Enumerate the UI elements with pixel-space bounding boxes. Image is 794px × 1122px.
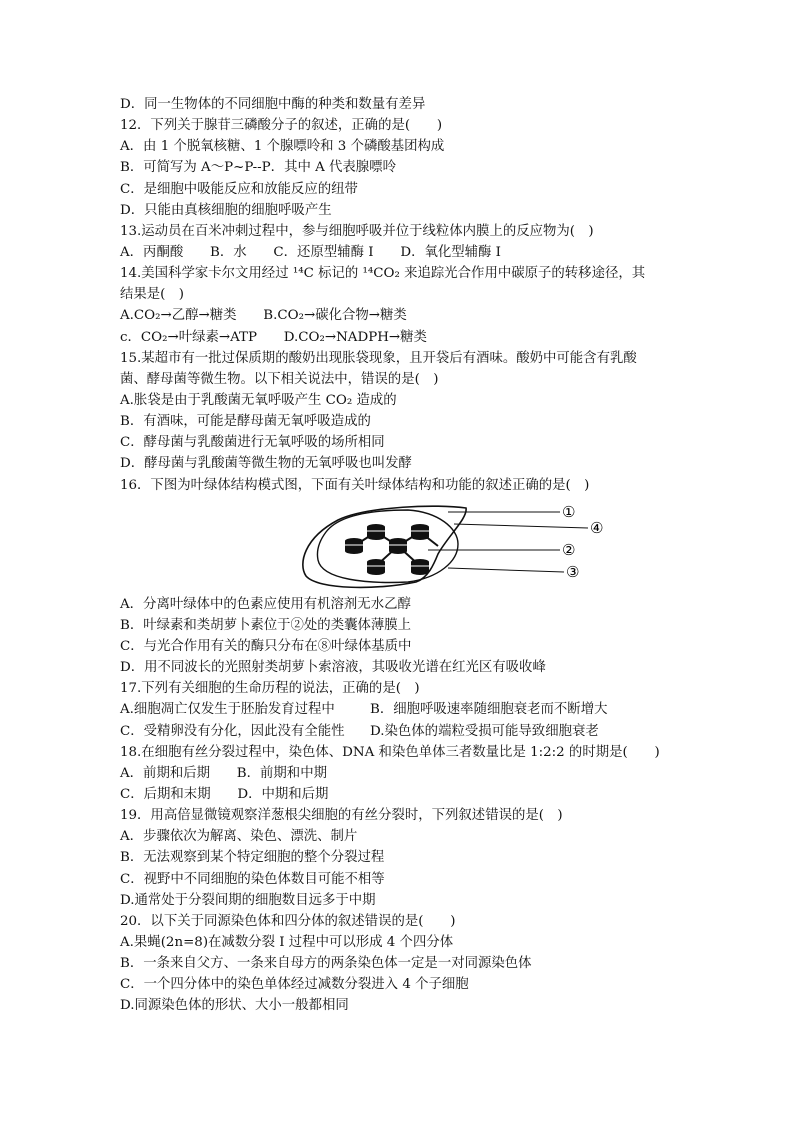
q12-option-b: B．可简写为 A～P~P--P．其中 A 代表腺嘌呤 (120, 160, 396, 176)
q14-stem-line1: 14.美国科学家卡尔文用经过 ¹⁴C 标记的 ¹⁴CO₂ 来追踪光合作用中碳原子的转移途径，其 (120, 266, 646, 282)
q17-option-a: A.细胞凋亡仅发生于胚胎发育过程中 (120, 702, 335, 718)
q15-stem-line1: 15.某超市有一批过保质期的酸奶出现胀袋现象，且开袋后有酒味。酸奶中可能含有乳酸 (120, 350, 637, 366)
q15-option-b: B．有酒味，可能是酵母菌无氧呼吸造成的 (120, 414, 371, 430)
q14-options-ab: A.CO₂→乙醇→糖类 B.CO₂→碳化合物→糖类 (120, 308, 407, 324)
q20-option-d: D.同源染色体的形状、大小一般都相同 (120, 998, 349, 1014)
q16-option-a: A．分离叶绿体中的色素应使用有机溶剂无水乙醇 (120, 596, 411, 612)
grana-stacks (345, 524, 429, 575)
q12-option-d: D．只能由真核细胞的细胞呼吸产生 (120, 202, 332, 218)
granum (411, 524, 429, 540)
q17-options-ab (120, 699, 680, 720)
question-text-column (120, 94, 680, 1016)
q17-option-d: D.染色体的端粒受损可能导致细胞衰老 (370, 723, 599, 739)
chloroplast-outer-membrane (303, 506, 466, 587)
q14-stem-line2: 结果是( ) (120, 287, 185, 303)
q15-option-c: C．酵母菌与乳酸菌进行无氧呼吸的场所相同 (120, 435, 385, 451)
label-4: ④ (590, 518, 604, 537)
granum (389, 538, 407, 554)
label-3: ③ (566, 562, 580, 581)
q12-option-a: A．由 1 个脱氧核糖、1 个腺嘌呤和 3 个磷酸基团构成 (120, 139, 445, 155)
q12-stem: 12．下列关于腺苷三磷酸分子的叙述，正确的是( ) (120, 118, 443, 134)
q11-option-d: D．同一生物体的不同细胞中酶的种类和数量有差异 (120, 97, 426, 112)
q19-option-a: A．步骤依次为解离、染色、漂洗、制片 (120, 829, 358, 845)
q13-options: A．丙酮酸 B．水 C．还原型辅酶 I D．氧化型辅酶 I (120, 244, 501, 260)
q19-option-c: C．视野中不同细胞的染色体数目可能不相等 (120, 871, 385, 887)
granum (345, 538, 363, 554)
q18-options-cd: C．后期和末期 D．中期和后期 (120, 786, 329, 802)
q13-stem: 13.运动员在百米冲刺过程中，参与细胞呼吸并位于线粒体内膜上的反应物为( ) (120, 223, 594, 239)
label-2: ② (562, 540, 576, 559)
label-1: ① (562, 502, 576, 521)
granum (367, 559, 385, 575)
q15-option-d: D．酵母菌与乳酸菌等微生物的无氧呼吸也叫发酵 (120, 456, 412, 472)
q16-stem: 16．下图为叶绿体结构模式图，下面有关叶绿体结构和功能的叙述正确的是( ) (120, 477, 590, 493)
q14-options-cd: c．CO₂→叶绿素→ATP D.CO₂→NADPH→糖类 (120, 329, 427, 345)
q16-option-d: D．用不同波长的光照射类胡萝卜索溶液，其吸收光谱在红光区有吸收峰 (120, 660, 546, 676)
q15-stem-line2: 菌、酵母菌等微生物。以下相关说法中，错误的是( ) (120, 371, 439, 387)
granum (411, 559, 429, 575)
q17-option-c: C．受精卵没有分化，因此没有全能性 (120, 723, 345, 739)
granum (367, 524, 385, 540)
q20-option-c: C．一个四分体中的染色单体经过减数分裂进入 4 个子细胞 (120, 977, 469, 993)
chloroplast-diagram (298, 498, 628, 594)
q20-option-b: B．一条来自父方、一条来自母方的两条染色体一定是一对同源染色体 (120, 956, 532, 972)
q20-stem: 20．以下关于同源染色体和四分体的叙述错误的是( ) (120, 913, 456, 929)
q17-options-cd (120, 721, 680, 742)
q16-option-c: C．与光合作用有关的酶只分布在⑧叶绿体基质中 (120, 638, 412, 654)
q19-option-b: B．无法观察到某个特定细胞的整个分裂过程 (120, 850, 385, 866)
q20-option-a: A.果蝇(2n=8)在减数分裂 I 过程中可以形成 4 个四分体 (120, 934, 454, 950)
q19-stem: 19．用高倍显微镜观察洋葱根尖细胞的有丝分裂时，下列叙述错误的是( ) (120, 808, 563, 824)
q17-stem: 17.下列有关细胞的生命历程的说法，正确的是( ) (120, 681, 420, 697)
q17-option-b: B．细胞呼吸速率随细胞衰老而不断增大 (370, 702, 608, 718)
q16-option-b: B．叶绿素和类胡萝卜素位于②处的类囊体薄膜上 (120, 617, 412, 633)
q18-stem: 18.在细胞有丝分裂过程中，染色体、DNA 和染色单体三者数量比是 1:2:2 的时期是( ) (120, 744, 660, 760)
q12-option-c: C．是细胞中吸能反应和放能反应的纽带 (120, 181, 358, 197)
q18-options-ab: A．前期和后期 B．前期和中期 (120, 765, 327, 781)
q15-option-a: A.胀袋是由于乳酸菌无氧呼吸产生 CO₂ 造成的 (120, 392, 397, 408)
q19-option-d: D.通常处于分裂间期的细胞数目远多于中期 (120, 892, 376, 908)
